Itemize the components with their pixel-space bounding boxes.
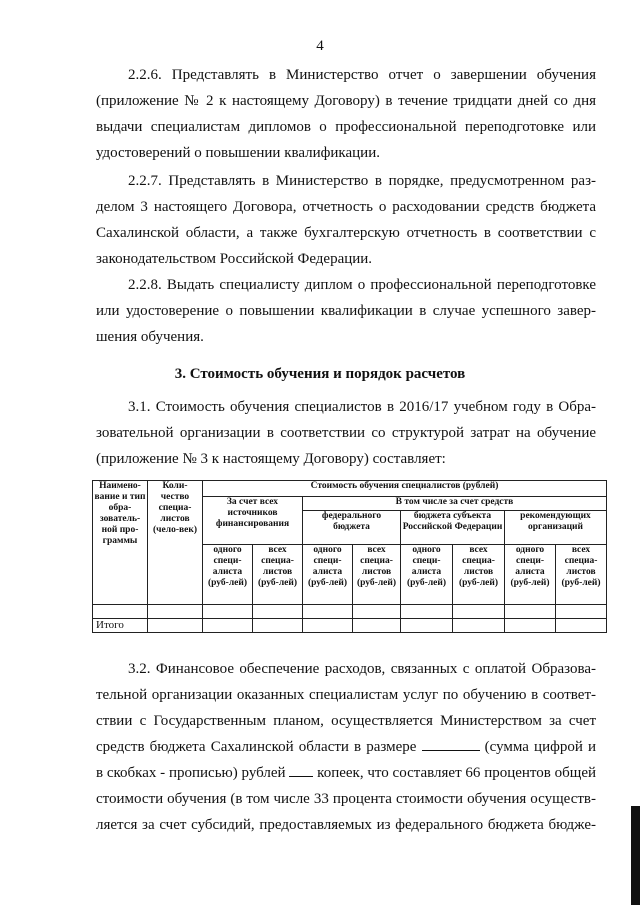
table-row-total xyxy=(93,619,607,633)
text-line: 2.2.7. Представлять в Министерство в порядке, предусмотренном раз- xyxy=(128,173,596,189)
page-number: 4 xyxy=(316,38,324,54)
text-line: зовательной организации в соответствии со структурой затрат на обучение xyxy=(96,425,596,441)
text-line: 2.2.8. Выдать специалисту диплом о профессиональной переподготовке xyxy=(128,277,596,293)
header-all-specialists: всех специа-листов (руб-лей) xyxy=(253,545,303,605)
text-line: или удостоверение о повышении квалификации в случае успешного завер- xyxy=(96,303,596,319)
header-specialist-count: Коли-чество специа-листов (чело-век) xyxy=(148,481,203,605)
text-line: 3.1. Стоимость обучения специалистов в 2016/17 учебном году в Обра- xyxy=(128,399,596,415)
paragraph-3-2 xyxy=(96,656,596,838)
header-per-specialist: одного специ-алиста (руб-лей) xyxy=(203,545,253,605)
text-line: (приложение № 2 к настоящему Договору) в течение тридцати дней со дня xyxy=(96,93,596,109)
scan-edge-mark xyxy=(631,806,640,905)
text-line: тельной организации оказанных специалистам услуг по обучению в соответ- xyxy=(96,687,596,703)
header-per-specialist: одного специ-алиста (руб-лей) xyxy=(505,545,556,605)
text-fragment: в скобках - прописью) рублей xyxy=(96,765,286,781)
header-recommending-orgs: рекомендующих организаций xyxy=(505,511,607,545)
text-fragment: средств бюджета Сахалинской области в размере xyxy=(96,739,417,755)
text-line: удостоверений о повышении квалификации. xyxy=(96,145,380,161)
text-line: Сахалинской области, а также бухгалтерскую отчетность в соответствии с xyxy=(96,225,596,241)
section-heading: 3. Стоимость обучения и порядок расчетов xyxy=(174,366,466,382)
text-line: ляется за счет субсидий, предоставляемых из федерального бюджета бюдже- xyxy=(96,817,596,833)
text-line: 3.2. Финансовое обеспечение расходов, связанных с оплатой Образова- xyxy=(128,661,596,677)
amount-blank xyxy=(422,738,480,751)
table-row xyxy=(93,605,607,619)
text-line: ствии с Государственным планом, осуществляется Министерством за счет xyxy=(96,713,596,729)
text-line xyxy=(96,734,596,760)
text-line xyxy=(96,760,596,786)
paragraph-2-2-6 xyxy=(96,62,596,166)
text-line: 2.2.6. Представлять в Министерство отчет о завершении обучения xyxy=(128,67,596,83)
text-line: (приложение № 3 к настоящему Договору) составляет: xyxy=(96,451,446,467)
text-line: законодательством Российской Федерации. xyxy=(96,251,373,267)
total-label: Итого xyxy=(93,619,148,633)
paragraph-2-2-8 xyxy=(96,272,596,350)
header-all-specialists: всех специа-листов (руб-лей) xyxy=(353,545,401,605)
header-federal-budget: федерального бюджета xyxy=(303,511,401,545)
header-all-specialists: всех специа-листов (руб-лей) xyxy=(453,545,505,605)
text-fragment: (сумма цифрой и xyxy=(484,739,596,755)
kopecks-blank xyxy=(289,764,313,777)
header-per-specialist: одного специ-алиста (руб-лей) xyxy=(303,545,353,605)
text-fragment: копеек, что составляет 66 процентов общей xyxy=(317,765,597,781)
header-all-specialists: всех специа-листов (руб-лей) xyxy=(556,545,607,605)
paragraph-2-2-7 xyxy=(96,168,596,272)
text-line: выдачи специалистам дипломов о профессиональной переподготовке или xyxy=(96,119,596,135)
header-per-specialist: одного специ-алиста (руб-лей) xyxy=(401,545,453,605)
header-regional-budget: бюджета субъекта Российской Федерации xyxy=(401,511,505,545)
header-all-sources: За счет всех источников финансирования xyxy=(203,497,303,545)
text-line: делом 3 настоящего Договора, отчетность о расходовании средств бюджета xyxy=(96,199,596,215)
paragraph-3-1 xyxy=(96,394,596,472)
text-line: шения обучения. xyxy=(96,329,204,345)
text-line: стоимости обучения (в том числе 33 процента стоимости обучения осуществ- xyxy=(96,791,596,807)
header-program-name: Наимено-вание и тип обра-зователь-ной про-граммы xyxy=(93,481,148,605)
cost-table xyxy=(92,480,607,633)
header-including: В том числе за счет средств xyxy=(303,497,607,511)
header-cost: Стоимость обучения специалистов (рублей) xyxy=(203,481,607,497)
